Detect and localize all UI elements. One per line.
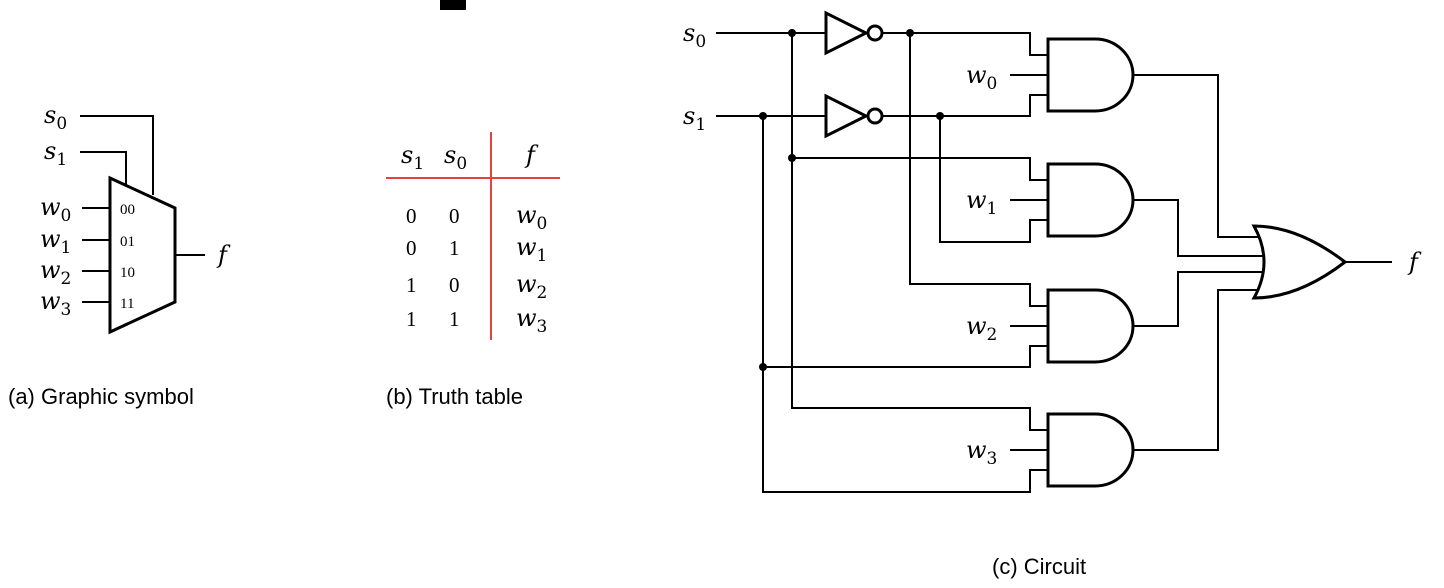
truth-cell-s0: 0	[449, 204, 460, 228]
symbol-code-01: 01	[120, 234, 135, 250]
truth-cell-s1: 1	[406, 273, 417, 297]
truth-row	[406, 233, 547, 266]
graphic-symbol	[40, 101, 231, 332]
truth-row	[406, 304, 547, 337]
truth-header-f: f	[526, 141, 535, 169]
truth-cell-s1: 1	[406, 307, 417, 331]
symbol-label-w2: w2	[40, 256, 72, 289]
caption-truth-table: (b) Truth table	[386, 384, 523, 409]
truth-header-s1: s1	[401, 141, 425, 174]
and-gate-1	[1048, 164, 1133, 236]
symbol-label-w0: w0	[40, 193, 72, 226]
caption-graphic-symbol: (a) Graphic symbol	[8, 384, 194, 409]
circuit-label-s1: s1	[683, 102, 707, 135]
junction-dot	[788, 154, 796, 162]
cropped-heading-fragment	[440, 0, 466, 10]
truth-header-s0: s0	[444, 141, 468, 174]
wire-and2-out	[1133, 272, 1268, 326]
caption-circuit: (c) Circuit	[992, 554, 1087, 579]
truth-cell-s0: 1	[449, 236, 460, 260]
truth-cell-f: w3	[516, 304, 548, 337]
junction-dot	[906, 29, 914, 37]
symbol-label-w3: w3	[40, 287, 72, 320]
wire-not-s1	[882, 95, 1048, 116]
truth-row	[406, 270, 547, 303]
circuit-label-f: f	[1409, 248, 1418, 276]
symbol-code-10: 10	[120, 265, 135, 281]
truth-cell-f: w1	[516, 233, 548, 266]
wire-and1-out	[1133, 200, 1268, 256]
symbol-code-11: 11	[120, 296, 135, 312]
truth-cell-s1: 0	[406, 236, 417, 260]
junction-dot	[936, 112, 944, 120]
bus-s1	[763, 116, 1048, 492]
not-bubble-s0	[868, 26, 882, 40]
junction-dot	[788, 29, 796, 37]
and-gate-3	[1048, 414, 1133, 486]
and-gate-2	[1048, 290, 1133, 362]
wire-and3-out	[1133, 290, 1265, 450]
truth-cell-f: w0	[516, 201, 548, 234]
truth-cell-s1: 0	[406, 204, 417, 228]
circuit	[683, 13, 1422, 492]
circuit-label-w3: w3	[966, 436, 998, 469]
junction-dot	[759, 112, 767, 120]
junction-dot	[759, 363, 767, 371]
bus-s0	[792, 33, 1048, 430]
or-gate	[1254, 226, 1345, 298]
symbol-label-w1: w1	[40, 225, 72, 258]
circuit-label-w1: w1	[966, 186, 998, 219]
and-gate-0	[1048, 39, 1133, 111]
circuit-label-w2: w2	[966, 312, 998, 345]
symbol-label-s1: s1	[44, 137, 68, 170]
truth-table	[386, 132, 560, 340]
not-bubble-s1	[868, 109, 882, 123]
wire-and0-out	[1133, 75, 1265, 237]
truth-cell-s0: 1	[449, 307, 460, 331]
not-gate-s0	[826, 13, 866, 53]
branch-s1-gate2	[763, 346, 1048, 367]
symbol-code-00: 00	[120, 202, 135, 218]
circuit-label-w0: w0	[966, 61, 998, 94]
truth-cell-s0: 0	[449, 273, 460, 297]
symbol-label-s0: s0	[44, 101, 68, 134]
not-gate-s1	[826, 96, 866, 136]
circuit-label-s0: s0	[683, 19, 707, 52]
wire-not-s0	[882, 33, 1048, 55]
select-line-s1	[80, 152, 126, 184]
truth-cell-f: w2	[516, 270, 548, 303]
branch-s0-gate1	[792, 158, 1048, 180]
truth-row	[406, 201, 547, 234]
symbol-label-f: f	[218, 241, 227, 269]
